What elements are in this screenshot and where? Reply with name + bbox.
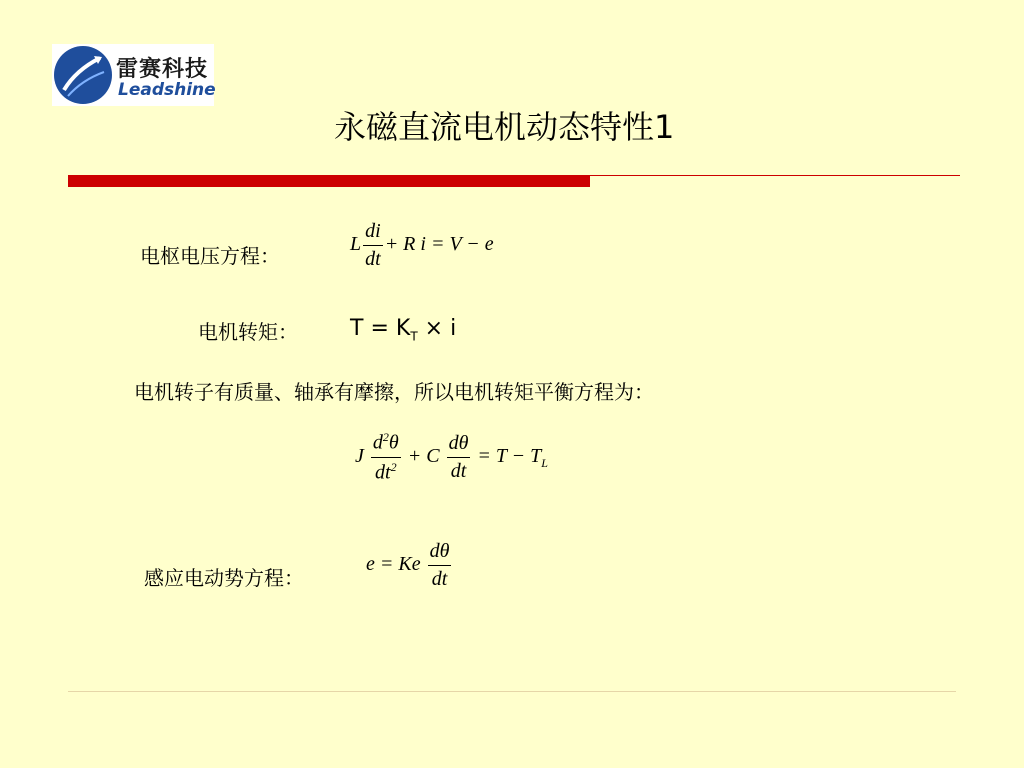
emf-fraction bbox=[428, 540, 452, 591]
torque-equation bbox=[350, 316, 456, 343]
leadshine-logo bbox=[52, 44, 214, 106]
balance-J: J bbox=[355, 444, 364, 467]
armature-L: L bbox=[350, 233, 362, 256]
armature-rest: + R i = V − e bbox=[384, 233, 494, 256]
balance-denominator-2: dt bbox=[450, 459, 467, 482]
emf-denominator: dt bbox=[431, 568, 448, 590]
armature-equation-label: 电枢电压方程： bbox=[140, 244, 280, 268]
balance-plus-C: + C bbox=[407, 444, 440, 467]
torque-balance-description: 电机转子有质量、轴承有摩擦，所以电机转矩平衡方程为： bbox=[134, 380, 654, 404]
balance-fraction-1 bbox=[371, 430, 401, 484]
armature-fraction bbox=[363, 220, 383, 271]
slide-title: 永磁直流电机动态特性1 bbox=[334, 108, 675, 146]
title-underline-thick bbox=[68, 175, 590, 187]
balance-numerator-2: dθ bbox=[447, 432, 471, 458]
balance-numerator-1: $d^2\theta$ bbox=[371, 430, 401, 458]
emf-equation-label: 感应电动势方程： bbox=[144, 566, 304, 590]
balance-rhs-subscript: L bbox=[541, 455, 548, 470]
armature-equation bbox=[350, 220, 494, 271]
emf-lhs: e = Ke bbox=[366, 553, 421, 576]
balance-denominator-1: $dt^2$ bbox=[375, 459, 397, 484]
balance-fraction-2 bbox=[447, 432, 471, 483]
armature-denominator: dt bbox=[365, 248, 381, 270]
logo-chinese-text: 雷赛科技 bbox=[116, 57, 209, 82]
title-underline-thin bbox=[590, 175, 960, 176]
torque-times: × bbox=[424, 316, 444, 341]
torque-K: K bbox=[395, 316, 411, 341]
logo-english-text: Leadshine bbox=[118, 80, 216, 100]
torque-T: T bbox=[350, 316, 364, 341]
balance-rhs: = T − T bbox=[477, 444, 542, 467]
emf-numerator: dθ bbox=[428, 540, 452, 566]
emf-equation bbox=[366, 540, 453, 591]
torque-equation-label: 电机转矩： bbox=[198, 320, 298, 344]
armature-numerator: di bbox=[363, 220, 383, 246]
torque-balance-equation bbox=[355, 430, 548, 484]
torque-K-subscript: T bbox=[410, 329, 418, 344]
torque-equals: = bbox=[370, 316, 389, 341]
torque-i: i bbox=[450, 316, 457, 341]
logo-emblem-icon bbox=[54, 46, 112, 104]
footer-divider bbox=[68, 691, 956, 692]
